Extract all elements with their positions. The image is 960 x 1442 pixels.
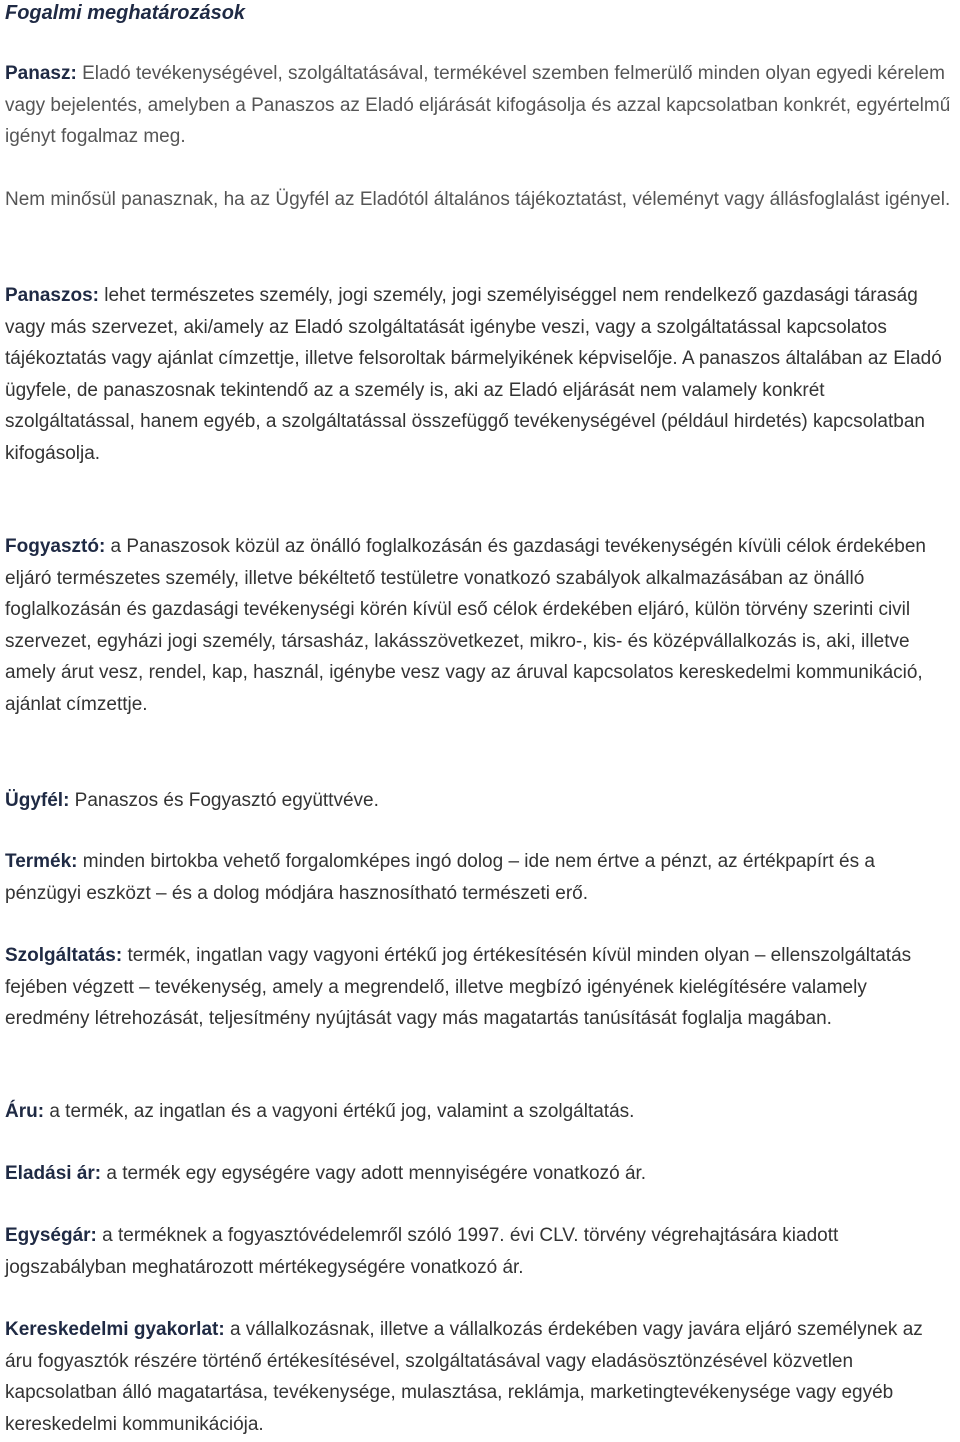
- term-szolgaltatas: Szolgáltatás:: [5, 945, 123, 966]
- definition-egysegar-text: a terméknek a fogyasztóvédelemről szóló 1997. évi CLV. törvény végrehajtására kiadott jogszabályban meghatározott mértékegységére vonatkozó ár.: [5, 1225, 839, 1278]
- definition-termek: [5, 846, 955, 909]
- definition-fogyaszto: [5, 531, 955, 721]
- definition-szolgaltatas-text: termék, ingatlan vagy vagyoni értékű jog értékesítésén kívül minden olyan – ellenszolgáltatás fejében végzett – tevékenység, amely a megrendelő, illetve megbízó igényének kielégítésére valamely eredmény létrehozását, teljesítmény nyújtását vagy más magatartás tanúsítását foglalja magában.: [5, 945, 912, 1030]
- definition-aru: [5, 1096, 955, 1128]
- definition-termek-text: minden birtokba vehető forgalomképes ingó dolog – ide nem értve a pénzt, az értékpapírt és a pénzügyi eszközt – és a dolog módjára hasznosítható természeti erő.: [5, 851, 875, 904]
- term-ugyfel: Ügyfél:: [5, 790, 70, 811]
- term-kereskedelmi-gyakorlat: Kereskedelmi gyakorlat:: [5, 1319, 225, 1340]
- definition-kereskedelmi-gyakorlat-text: a vállalkozásnak, illetve a vállalkozás érdekében vagy javára eljáró személynek az áru fogyasztók részére történő értékesítésével, szolgáltatásával vagy eladásösztönzésével közvetlen kapcsolatban álló magatartása, tevékenysége, mulasztása, reklámja, marketingtevékenysége vagy egyéb kereskedelmi kommunikációja.: [5, 1319, 923, 1435]
- definition-aru-text: a termék, az ingatlan és a vagyoni értékű jog, valamint a szolgáltatás.: [44, 1101, 635, 1122]
- term-egysegar: Egységár:: [5, 1225, 97, 1246]
- term-eladasi-ar: Eladási ár:: [5, 1163, 102, 1184]
- term-fogyaszto: Fogyasztó:: [5, 536, 106, 557]
- definition-panaszos: [5, 280, 955, 470]
- definition-ugyfel-text: Panaszos és Fogyasztó együttvéve.: [69, 790, 379, 811]
- definition-szolgaltatas: [5, 940, 955, 1035]
- term-aru: Áru:: [5, 1101, 45, 1122]
- term-panasz: Panasz:: [5, 63, 77, 84]
- definition-panasz-note: Nem minősül panasznak, ha az Ügyfél az Eladótól általános tájékoztatást, véleményt vagy állásfoglalást igényel.: [5, 189, 951, 210]
- definition-eladasi-ar: [5, 1158, 955, 1190]
- page-title: Fogalmi meghatározások: [5, 2, 246, 24]
- definition-egysegar: [5, 1220, 955, 1283]
- definition-fogyaszto-text: a Panaszosok közül az önálló foglalkozásán és gazdasági tevékenységén kívüli célok érdekében eljáró természetes személy, illetve békéltető testületre vonatkozó szabályok alkalmazásában az önálló foglalkozásán és gazdasági tevékenységi körén kívül eső célok érdekében eljáró, külön törvény szerinti civil szervezet, egyházi jogi személy, társasház, lakásszövetkezet, mikro-, kis- és középvállalkozás is, aki, illetve amely árut vesz, rendel, kap, használ, igénybe vesz vagy az áruval kapcsolatos kereskedelmi kommunikáció, ajánlat címzettje.: [5, 536, 926, 715]
- definition-ugyfel: [5, 785, 955, 817]
- term-termek: Termék:: [5, 851, 78, 872]
- definition-kereskedelmi-gyakorlat: [5, 1314, 955, 1440]
- definition-eladasi-ar-text: a termék egy egységére vagy adott mennyiségére vonatkozó ár.: [101, 1163, 647, 1184]
- term-panaszos: Panaszos:: [5, 285, 99, 306]
- definition-panasz: [5, 58, 955, 153]
- definition-panaszos-text: lehet természetes személy, jogi személy, jogi személyiséggel nem rendelkező gazdasági táraság vagy más szervezet, aki/amely az Eladó szolgáltatását igénybe veszi, vagy a szolgáltatással kapcsolatos tájékoztatás vagy ajánlat címzettje, illetve felsoroltak bármelyikének képviselője. A panaszos általában az Eladó ügyfele, de panaszosnak tekintendő az a személy is, aki az Eladó eljárását nem valamely konkrét szolgáltatással, hanem egyéb, a szolgáltatással összefüggő tevékenységével (például hirdetés) kapcsolatban kifogásolja.: [5, 285, 942, 464]
- definition-panasz-text: Eladó tevékenységével, szolgáltatásával, termékével szemben felmerülő minden olyan egyedi kérelem vagy bejelentés, amelyben a Panaszos az Eladó eljárását kifogásolja és azzal kapcsolatban konkrét, egyértelmű igényt fogalmaz meg.: [5, 63, 951, 147]
